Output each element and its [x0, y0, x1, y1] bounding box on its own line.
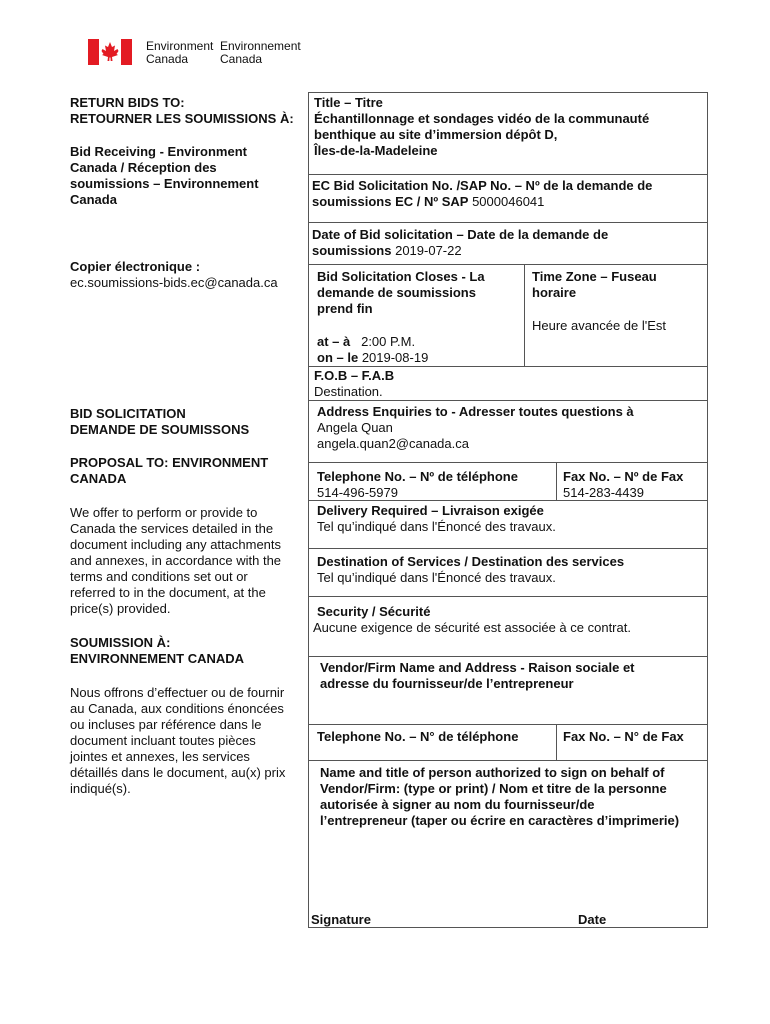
enquiries-email: angela.quan2@canada.ca — [317, 436, 469, 451]
on-label: on – le — [317, 350, 359, 365]
signature-label: Signature — [311, 912, 371, 927]
offer-fr-line: au Canada, aux conditions énoncées — [70, 701, 284, 716]
copier-label: Copier électronique : — [70, 259, 201, 274]
divider — [308, 462, 708, 463]
title-value — [314, 111, 649, 159]
bid-receiving-line: Bid Receiving - Environment — [70, 144, 247, 159]
name-title-label — [320, 765, 679, 829]
title-label: Title – Titre — [314, 95, 383, 110]
tel-value: 514-496-5979 — [317, 485, 398, 500]
divider — [308, 400, 708, 401]
bid-receiving-line: Canada — [70, 192, 117, 207]
divider — [308, 724, 708, 725]
divider — [308, 366, 708, 367]
date-value: 2019-07-22 — [395, 243, 462, 258]
divider — [308, 596, 708, 597]
bid-receiving-line: soumissions – Environnement — [70, 176, 259, 191]
closes-line: Bid Solicitation Closes - La — [317, 269, 485, 284]
offer-fr-line: ou incluses par référence dans le — [70, 717, 262, 732]
closes-line: demande de soumissions — [317, 285, 476, 300]
security-value: Aucune exigence de sécurité est associée à ce contrat. — [313, 620, 631, 635]
divider — [308, 656, 708, 657]
closes-line: prend fin — [317, 301, 373, 316]
timezone-label — [532, 269, 657, 301]
offer-en-line: and annexes, in accordance with the — [70, 553, 282, 568]
offer-en-line: Canada the services detailed in the — [70, 521, 274, 536]
offer-en-line: referred to in the document, at the — [70, 585, 266, 600]
vendor-line: adresse du fournisseur/de l’entrepreneur — [320, 676, 574, 691]
vendor-line: Vendor/Firm Name and Address - Raison sociale et — [320, 660, 635, 675]
fax-value: 514-283-4439 — [563, 485, 644, 500]
right-panel-top-border — [308, 92, 708, 93]
closes-label — [317, 269, 485, 317]
delivery-value: Tel qu’indiqué dans l'Énoncé des travaux. — [317, 519, 556, 534]
soumission-a — [70, 635, 244, 667]
name-title-line: Name and title of person authorized to sign on behalf of — [320, 765, 665, 780]
fax-label: Fax No. – Nº de Fax — [563, 469, 684, 484]
at-label: at – à — [317, 334, 351, 349]
offer-en-line: We offer to perform or provide to — [70, 505, 258, 520]
name-title-line: Vendor/Firm: (type or print) / Nom et titre de la personne — [320, 781, 667, 796]
logo-en-line1: Environment — [146, 39, 214, 53]
offer-en-line: price(s) provided. — [70, 601, 171, 616]
offer-fr-line: Nous offrons d’effectuer ou de fournir — [70, 685, 285, 700]
enquiries-name: Angela Quan — [317, 420, 393, 435]
offer-fr-line: document incluant toutes pièces — [70, 733, 256, 748]
offer-en-block — [70, 505, 281, 617]
timezone-line: horaire — [532, 285, 577, 300]
fob-value: Destination. — [314, 384, 383, 399]
at-value: 2:00 P.M. — [361, 334, 416, 349]
logo-fr-line2: Canada — [220, 52, 263, 66]
enquiries-label: Address Enquiries to - Adresser toutes questions à — [317, 404, 634, 419]
logo-en-line2: Canada — [146, 52, 189, 66]
bid-solicitation-fr: DEMANDE DE SOUMISSONS — [70, 422, 250, 437]
divider — [308, 548, 708, 549]
offer-en-line: terms and conditions set out or — [70, 569, 248, 584]
title-line: Échantillonnage et sondages vidéo de la communauté — [314, 111, 650, 126]
right-panel-left-border — [308, 92, 309, 928]
proposal-to-line: PROPOSAL TO: ENVIRONMENT — [70, 455, 269, 470]
divider-vertical — [556, 724, 557, 760]
proposal-to-line: CANADA — [70, 471, 127, 486]
bid-receiving-block — [70, 144, 259, 208]
delivery-label: Delivery Required – Livraison exigée — [317, 503, 544, 518]
vendor-tel-label: Telephone No. – N° de téléphone — [317, 729, 519, 744]
divider-vertical — [556, 462, 557, 500]
maple-leaf-flag-icon — [88, 39, 132, 65]
name-title-line: autorisée à signer au nom du fournisseur/de — [320, 797, 595, 812]
return-bids-en: RETURN BIDS TO: — [70, 95, 185, 110]
title-line: Îles-de-la-Madeleine — [314, 143, 438, 158]
vendor-label — [320, 660, 635, 692]
soumission-a-line: SOUMISSION À: — [70, 635, 171, 650]
offer-fr-block — [70, 685, 285, 797]
offer-fr-line: indiqué(s). — [70, 781, 131, 796]
divider — [308, 174, 708, 175]
date-row — [312, 243, 462, 259]
divider — [308, 222, 708, 223]
destination-label: Destination of Services / Destination des services — [317, 554, 625, 569]
date-label-2: soumissions — [312, 243, 392, 258]
divider — [308, 760, 708, 761]
copier-email: ec.soumissions-bids.ec@canada.ca — [70, 275, 278, 290]
fob-label: F.O.B – F.A.B — [314, 368, 395, 383]
timezone-value: Heure avancée de l'Est — [532, 318, 667, 333]
right-panel-right-border — [707, 92, 708, 928]
name-title-line: l’entrepreneur (taper ou écrire en caractères d’imprimerie) — [320, 813, 680, 828]
offer-en-line: document including any attachments — [70, 537, 282, 552]
tel-label: Telephone No. – Nº de téléphone — [317, 469, 518, 484]
date-label-1: Date of Bid solicitation – Date de la demande de — [312, 227, 609, 242]
offer-fr-line: jointes et annexes, les services — [70, 749, 250, 764]
proposal-to — [70, 455, 268, 487]
logo-fr-line1: Environnement — [220, 39, 301, 53]
vendor-fax-label: Fax No. – N° de Fax — [563, 729, 684, 744]
on-row — [317, 350, 428, 366]
solicitation-row — [312, 194, 544, 210]
security-label: Security / Sécurité — [317, 604, 431, 619]
date-sign-label: Date — [578, 912, 607, 927]
timezone-line: Time Zone – Fuseau — [532, 269, 657, 284]
at-row — [317, 334, 415, 350]
bid-receiving-line: Canada / Réception des — [70, 160, 217, 175]
solicitation-number: 5000046041 — [472, 194, 545, 209]
divider-vertical — [524, 264, 525, 366]
destination-value: Tel qu’indiqué dans l'Énoncé des travaux. — [317, 570, 556, 585]
title-line: benthique au site d’immersion dépôt D, — [314, 127, 558, 142]
bid-solicitation-en: BID SOLICITATION — [70, 406, 186, 421]
divider — [308, 264, 708, 265]
solicitation-label-2: soumissions EC / Nº SAP — [312, 194, 469, 209]
offer-fr-line: détaillés dans le document, au(x) prix — [70, 765, 286, 780]
return-bids-fr: RETOURNER LES SOUMISSIONS À: — [70, 111, 294, 126]
on-value: 2019-08-19 — [361, 350, 429, 365]
solicitation-label-1: EC Bid Solicitation No. /SAP No. – Nº de la demande de — [312, 178, 653, 193]
soumission-a-line: ENVIRONNEMENT CANADA — [70, 651, 245, 666]
